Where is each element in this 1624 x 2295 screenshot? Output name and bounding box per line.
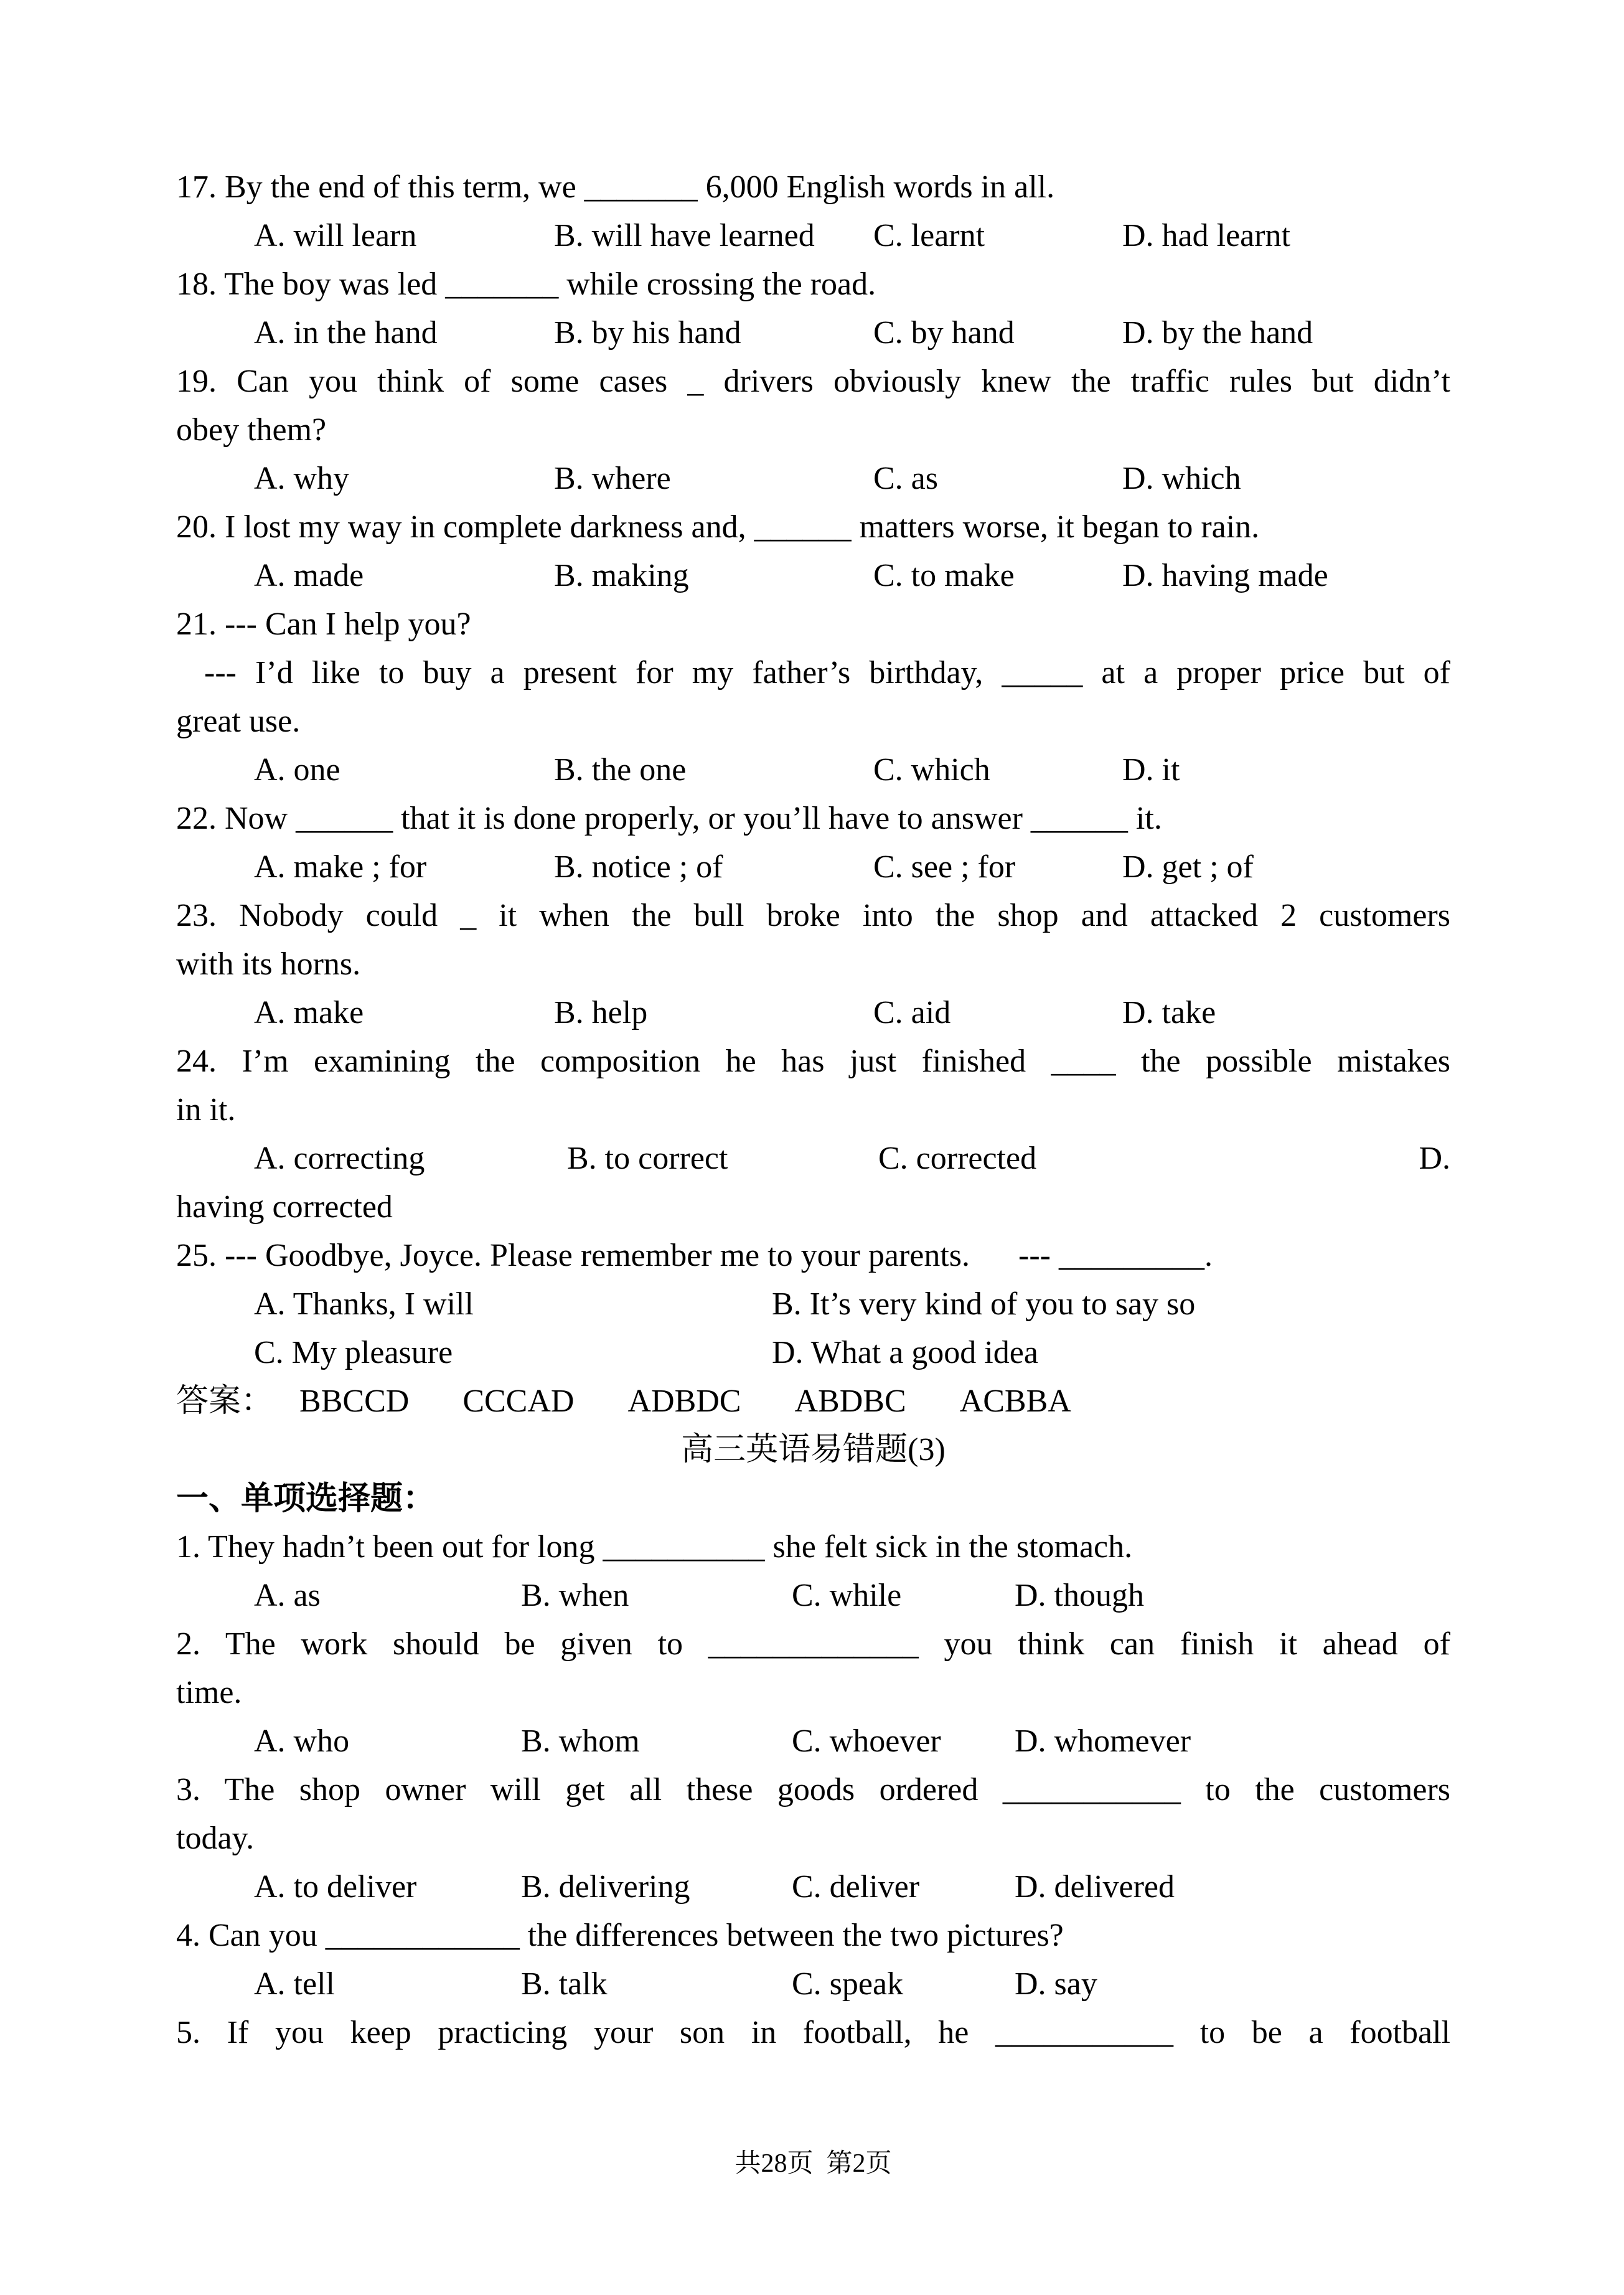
option-item: A. tell bbox=[254, 1966, 335, 2002]
option-item: B. to correct bbox=[567, 1141, 728, 1176]
answer-key-label: 答案： bbox=[176, 1383, 274, 1419]
option-item: D. bbox=[1419, 1141, 1450, 1176]
option-item: C. aid bbox=[873, 995, 951, 1030]
option-item: C. which bbox=[873, 752, 990, 788]
continuation-line: time. bbox=[176, 1675, 242, 1710]
continuation-line: with its horns. bbox=[176, 946, 361, 982]
option-item: C. whoever bbox=[792, 1723, 941, 1759]
option-item: D. had learnt bbox=[1122, 218, 1291, 253]
option-item: C. deliver bbox=[792, 1869, 920, 1905]
continuation-line: today. bbox=[176, 1821, 255, 1856]
option-item: D. take bbox=[1122, 995, 1216, 1030]
option-item: D. whomever bbox=[1015, 1723, 1191, 1759]
question-line: 20. I lost my way in complete darkness and, ______ matters worse, it began to rain. bbox=[176, 509, 1260, 545]
question-line: 4. Can you ____________ the differences between the two pictures? bbox=[176, 1918, 1064, 1953]
option-row bbox=[176, 552, 1450, 600]
option-item: D. though bbox=[1015, 1578, 1144, 1613]
option-item: C. speak bbox=[792, 1966, 904, 2002]
option-row bbox=[176, 746, 1450, 794]
section-title: 高三英语易错题(3) bbox=[681, 1432, 946, 1468]
option-item: D. say bbox=[1015, 1966, 1097, 2002]
option-row bbox=[176, 1863, 1450, 1911]
question-line: 22. Now ______ that it is done properly, or you’ll have to answer ______ it. bbox=[176, 801, 1162, 836]
option-item: A. make ; for bbox=[254, 849, 427, 885]
option-row bbox=[176, 1960, 1450, 2009]
question-line: 17. By the end of this term, we _______ 6,000 English words in all. bbox=[176, 169, 1055, 205]
question-line: 21. --- Can I help you? bbox=[176, 606, 471, 642]
option-item: B. where bbox=[554, 461, 671, 496]
option-item: A. make bbox=[254, 995, 364, 1030]
option-row bbox=[176, 1717, 1450, 1766]
option-item: B. notice ; of bbox=[554, 849, 723, 885]
option-item: A. made bbox=[254, 558, 364, 593]
option-item: C. while bbox=[792, 1578, 902, 1613]
option-row bbox=[176, 989, 1450, 1037]
question-line: 3. The shop owner will get all these goods ordered ___________ to the customers bbox=[176, 1772, 1450, 1807]
option-item: D. What a good idea bbox=[772, 1335, 1038, 1370]
option-row bbox=[176, 1329, 1450, 1377]
answer-key-group: ADBDC bbox=[627, 1383, 741, 1419]
option-row bbox=[176, 455, 1450, 503]
option-item: B. the one bbox=[554, 752, 687, 788]
option-item: C. by hand bbox=[873, 315, 1015, 351]
option-row bbox=[176, 309, 1450, 357]
option-row bbox=[176, 1572, 1450, 1620]
option-item: D. by the hand bbox=[1122, 315, 1313, 351]
answer-key-group: ABDBC bbox=[794, 1383, 906, 1419]
option-item: A. in the hand bbox=[254, 315, 438, 351]
answer-key-line bbox=[176, 1377, 1450, 1426]
option-item: C. My pleasure bbox=[254, 1335, 453, 1370]
option-item: A. why bbox=[254, 461, 350, 496]
option-item: C. to make bbox=[873, 558, 1015, 593]
option-item: C. see ; for bbox=[873, 849, 1016, 885]
option-row bbox=[176, 1280, 1450, 1329]
continuation-line: obey them? bbox=[176, 412, 327, 448]
option-item: A. one bbox=[254, 752, 340, 788]
option-item: D. having made bbox=[1122, 558, 1328, 593]
option-item: B. delivering bbox=[521, 1869, 690, 1905]
option-item: D. which bbox=[1122, 461, 1241, 496]
option-item: B. when bbox=[521, 1578, 629, 1613]
option-item: A. who bbox=[254, 1723, 350, 1759]
option-item: B. by his hand bbox=[554, 315, 741, 351]
option-item: A. correcting bbox=[254, 1141, 425, 1176]
answer-key-group: BBCCD bbox=[299, 1383, 410, 1419]
page-footer: 共28页 第2页 bbox=[735, 2149, 892, 2178]
option-item: C. learnt bbox=[873, 218, 985, 253]
option-item: B. help bbox=[554, 995, 648, 1030]
question-line: 25. --- Goodbye, Joyce. Please remember me to your parents. --- _________. bbox=[176, 1238, 1213, 1273]
question-line: 5. If you keep practicing your son in football, he ___________ to be a football bbox=[176, 2015, 1450, 2050]
continuation-line: in it. bbox=[176, 1092, 236, 1128]
option-item: A. as bbox=[254, 1578, 321, 1613]
question-line: 19. Can you think of some cases _ drivers obviously knew the traffic rules but didn’t bbox=[176, 364, 1450, 399]
option-item: B. whom bbox=[521, 1723, 640, 1759]
continuation-line: having corrected bbox=[176, 1189, 393, 1225]
question-line: 2. The work should be given to _____________ you think can finish it ahead of bbox=[176, 1626, 1450, 1662]
option-item: B. will have learned bbox=[554, 218, 815, 253]
document-body bbox=[176, 163, 1450, 2188]
option-row bbox=[176, 212, 1450, 260]
question-line: 24. I’m examining the composition he has just finished ____ the possible mistakes bbox=[176, 1044, 1450, 1079]
question-line: 18. The boy was led _______ while crossing the road. bbox=[176, 266, 876, 302]
option-item: D. get ; of bbox=[1122, 849, 1254, 885]
section-heading: 一、单项选择题： bbox=[176, 1481, 436, 1517]
answer-key-group: ACBBA bbox=[959, 1383, 1071, 1419]
question-line: 1. They hadn’t been out for long __________ she felt sick in the stomach. bbox=[176, 1529, 1133, 1565]
option-item: B. talk bbox=[521, 1966, 608, 2002]
option-item: D. delivered bbox=[1015, 1869, 1175, 1905]
option-row bbox=[176, 1134, 1450, 1183]
option-item: B. making bbox=[554, 558, 689, 593]
option-item: B. It’s very kind of you to say so bbox=[772, 1286, 1196, 1322]
answer-key-group: CCCAD bbox=[462, 1383, 575, 1419]
option-item: C. corrected bbox=[878, 1141, 1037, 1176]
option-item: A. Thanks, I will bbox=[254, 1286, 474, 1322]
option-row bbox=[176, 843, 1450, 892]
option-item: D. it bbox=[1122, 752, 1180, 788]
continuation-line: great use. bbox=[176, 704, 301, 739]
option-item: A. to deliver bbox=[254, 1869, 417, 1905]
option-item: C. as bbox=[873, 461, 938, 496]
question-line: 23. Nobody could _ it when the bull broke into the shop and attacked 2 customers bbox=[176, 898, 1450, 933]
dialog-line: --- I’d like to buy a present for my father’s birthday, _____ at a proper price but of bbox=[204, 655, 1450, 690]
option-item: A. will learn bbox=[254, 218, 417, 253]
